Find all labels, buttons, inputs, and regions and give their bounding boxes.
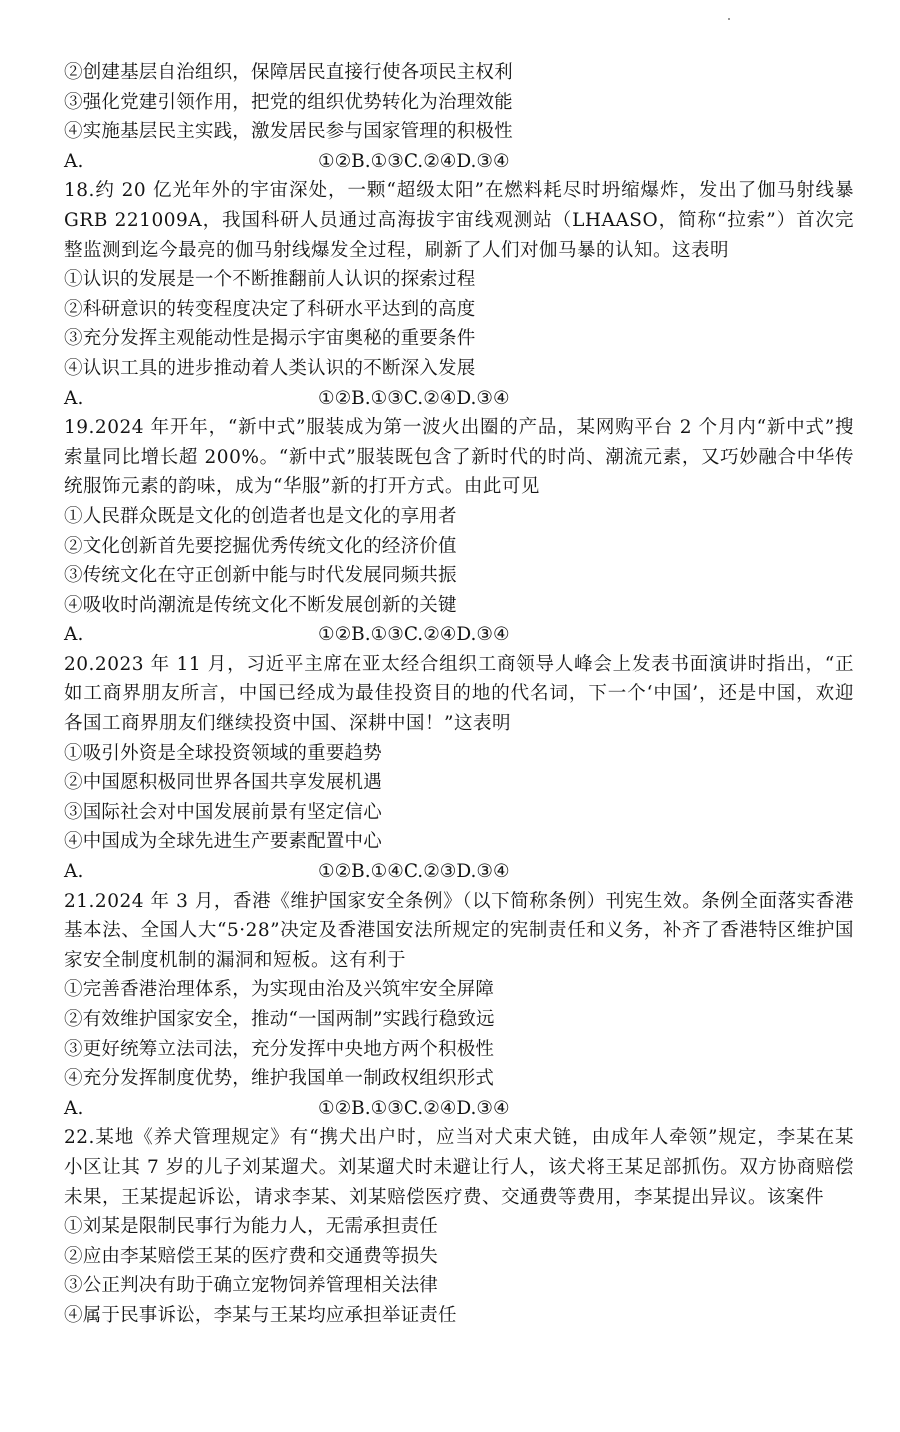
- option-line: ④认识工具的进步推动着人类认识的不断深入发展: [64, 357, 476, 379]
- answer-choices-row: [64, 620, 854, 650]
- option-line: ③强化党建引领作用，把党的组织优势转化为治理效能: [64, 91, 513, 113]
- option-line: ②有效维护国家安全，推动“一国两制”实践行稳致远: [64, 1009, 495, 1030]
- option-line: ①刘某是限制民事行为能力人，无需承担责任: [64, 1216, 439, 1238]
- option-line: ②科研意识的转变程度决定了科研水平达到的高度: [64, 298, 476, 320]
- option-line: ②文化创新首先要挖掘优秀传统文化的经济价值: [64, 535, 457, 557]
- question-stem: 20.2023 年 11 月，习近平主席在亚太经合组织工商领导人峰会上发表书面演讲时指出，“正如工商界朋友所言，中国已经成为最佳投资目的地的代名词，下一个‘中国’，还是中国，欢迎各国工商界朋友们继续投资中国、深耕中国！”这表明: [64, 653, 854, 735]
- option-line: ①吸引外资是全球投资领域的重要趋势: [64, 742, 382, 764]
- question-20: [64, 650, 854, 887]
- option-line: ③更好统筹立法司法，充分发挥中央地方两个积极性: [64, 1038, 495, 1060]
- exam-page: [64, 58, 854, 1331]
- question-stem: 21.2024 年 3 月，香港《维护国家安全条例》（以下简称条例）刊宪生效。条例全面落实香港基本法、全国人大“5·28”决定及香港国安法所规定的宪制责任和义务，补齐了香港特区维护国家安全制度机制的漏洞和短板。这有利于: [64, 890, 854, 971]
- question-21: [64, 887, 854, 1124]
- question-stem: 22.某地《养犬管理规定》有“携犬出户时，应当对犬束犬链，由成年人牵领”规定，李某在某小区让其 7 岁的儿子刘某遛犬。刘某遛犬时未避让行人，该犬将王某足部抓伤。双方协商赔偿未果，王某提起诉讼，请求李某、刘某赔偿医疗费、交通费等费用，李某提出异议。该案件: [64, 1127, 854, 1208]
- question-stem: 18.约 20 亿光年外的宇宙深处，一颗“超级太阳”在燃料耗尽时坍缩爆炸，发出了伽马射线暴 GRB 221009A，我国科研人员通过高海拔宇宙线观测站（LHAASO，简称“拉索”）首次完整监测到迄今最亮的伽马射线爆发全过程，刷新了人们对伽马暴的认知。这表明: [64, 180, 854, 261]
- answer-choices: ①②B.①③C.②④D.③④: [318, 624, 510, 646]
- answer-choices-row: [64, 147, 854, 177]
- option-line: ②应由李某赔偿王某的医疗费和交通费等损失: [64, 1245, 439, 1267]
- option-line: ①完善香港治理体系，为实现由治及兴筑牢安全屏障: [64, 979, 495, 1001]
- answer-choices: ①②B.①③C.②④D.③④: [318, 387, 510, 409]
- answer-label: A.: [64, 387, 84, 409]
- answer-choices: ①②B.①③C.②④D.③④: [318, 150, 510, 172]
- answer-label: A.: [64, 150, 84, 172]
- option-line: ②中国愿积极同世界各国共享发展机遇: [64, 772, 382, 794]
- answer-choices: ①②B.①④C.②③D.③④: [318, 861, 510, 883]
- option-line: ③传统文化在守正创新中能与时代发展同频共振: [64, 565, 457, 587]
- question-stem: 19.2024 年开年，“新中式”服装成为第一波火出圈的产品，某网购平台 2 个月内“新中式”搜索量同比增长超 200%。“新中式”服装既包含了新时代的时尚、潮流元素，又巧妙融合中华传统服饰元素的韵味，成为“华服”新的打开方式。由此可见: [64, 417, 854, 498]
- option-line: ④吸收时尚潮流是传统文化不断发展创新的关键: [64, 594, 457, 616]
- question-17-tail: [64, 58, 854, 176]
- answer-choices: ①②B.①③C.②④D.③④: [318, 1097, 510, 1119]
- option-line: ④实施基层民主实践，激发居民参与国家管理的积极性: [64, 121, 513, 143]
- question-18: [64, 176, 854, 413]
- answer-label: A.: [64, 861, 84, 883]
- answer-choices-row: [64, 1094, 854, 1124]
- answer-label: A.: [64, 624, 84, 646]
- option-line: ④充分发挥制度优势，维护我国单一制政权组织形式: [64, 1068, 495, 1090]
- answer-choices-row: [64, 857, 854, 887]
- answer-choices-row: [64, 384, 854, 414]
- option-line: ④属于民事诉讼，李某与王某均应承担举证责任: [64, 1304, 457, 1326]
- option-line: ④中国成为全球先进生产要素配置中心: [64, 831, 382, 853]
- option-line: ③国际社会对中国发展前景有坚定信心: [64, 801, 382, 823]
- question-22: [64, 1123, 854, 1330]
- option-line: ②创建基层自治组织，保障居民直接行使各项民主权利: [64, 62, 513, 83]
- question-19: [64, 413, 854, 650]
- option-line: ①认识的发展是一个不断推翻前人认识的探索过程: [64, 269, 476, 291]
- scan-speck: [728, 18, 730, 20]
- option-line: ③充分发挥主观能动性是揭示宇宙奥秘的重要条件: [64, 328, 476, 350]
- option-line: ③公正判决有助于确立宠物饲养管理相关法律: [64, 1275, 439, 1297]
- answer-label: A.: [64, 1097, 84, 1119]
- option-line: ①人民群众既是文化的创造者也是文化的享用者: [64, 505, 457, 527]
